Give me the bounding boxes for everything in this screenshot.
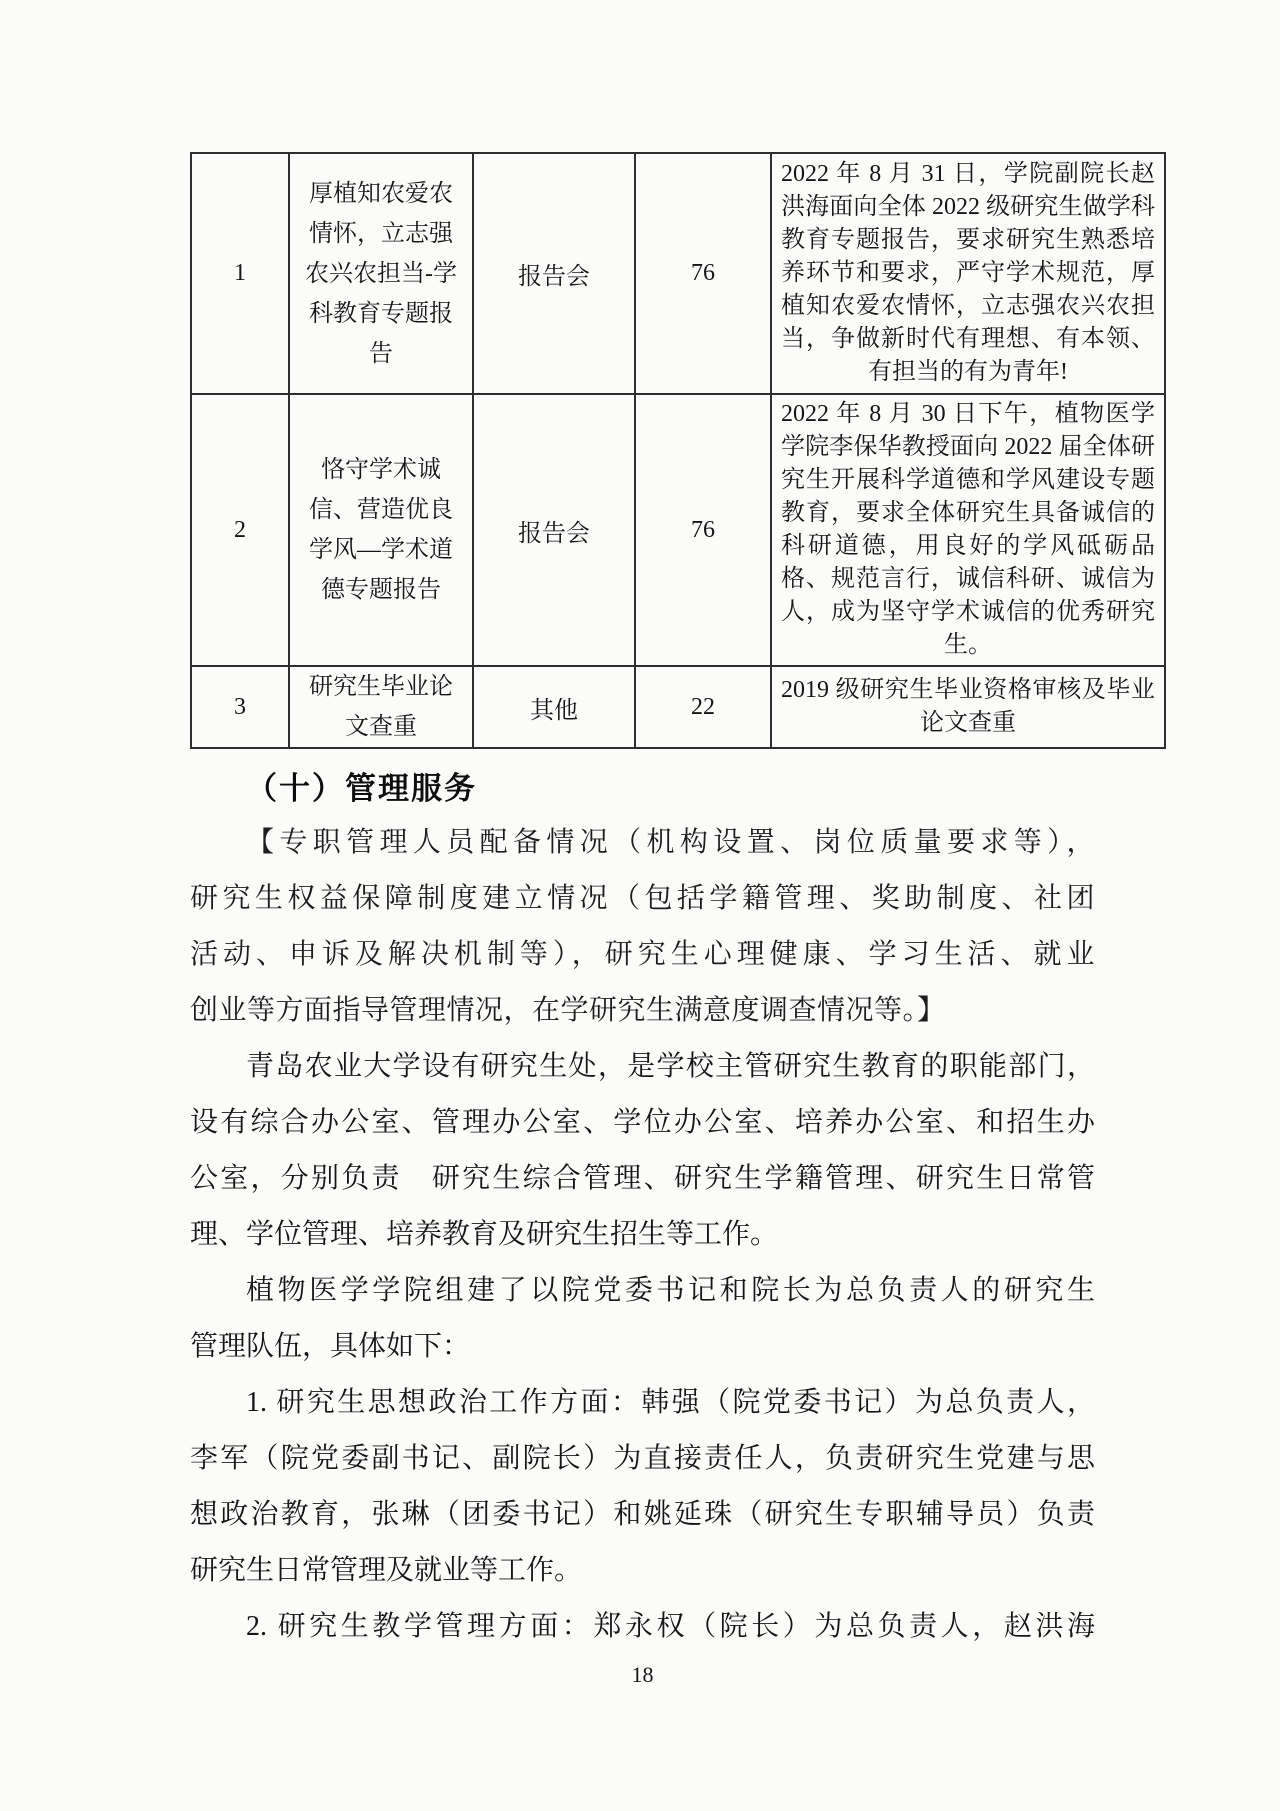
body-line: 青岛农业大学设有研究生处，是学校主管研究生教育的职能部门， [246, 1051, 1095, 1082]
body-line: 2. 研究生教学管理方面：郑永权（院长）为总负责人，赵洪海 [246, 1611, 1095, 1642]
body-line: 想政治教育，张琳（团委书记）和姚延珠（研究生专职辅导员）负责 [190, 1499, 1095, 1530]
body-line: 设有综合办公室、管理办公室、学位办公室、培养办公室、和招生办 [190, 1107, 1095, 1138]
body-line: 研究生权益保障制度建立情况（包括学籍管理、奖助制度、社团 [190, 883, 1095, 914]
body-line: 1. 研究生思想政治工作方面：韩强（院党委书记）为总负责人， [246, 1387, 1095, 1418]
cell-type: 报告会 [473, 153, 635, 394]
body-line: 公室，分别负责 研究生综合管理、研究生学籍管理、研究生日常管 [190, 1163, 1095, 1194]
body-line: 活动、申诉及解决机制等），研究生心理健康、学习生活、就业 [190, 939, 1095, 970]
table-row [191, 153, 1165, 394]
body-line: 理、学位管理、培养教育及研究生招生等工作。 [190, 1219, 779, 1250]
cell-count: 22 [635, 666, 771, 748]
table-row [191, 394, 1165, 666]
activity-table [190, 152, 1166, 749]
body-line: 李军（院党委副书记、副院长）为直接责任人，负责研究生党建与思 [190, 1443, 1095, 1474]
cell-count: 76 [635, 394, 771, 666]
cell-count: 76 [635, 153, 771, 394]
section-heading: （十）管理服务 [246, 771, 477, 806]
body-line: 创业等方面指导管理情况，在学研究生满意度调查情况等。】 [190, 995, 946, 1026]
paragraph [190, 1039, 1095, 1263]
cell-detail: 2022 年 8 月 30 日下午，植物医学学院李保华教授面向 2022 届全体研究生开展科学道德和学风建设专题教育，要求全体研究生具备诚信的科研道德，用良好的学风砥砺品格、规范言行，诚信科研、诚信为人，成为坚守学术诚信的优秀研究生。 [771, 394, 1165, 666]
cell-no: 2 [191, 394, 289, 666]
body-line: 研究生日常管理及就业等工作。 [190, 1555, 583, 1586]
body-line: 管理队伍，具体如下： [190, 1331, 471, 1362]
paragraph [190, 1263, 1095, 1375]
cell-no: 3 [191, 666, 289, 748]
cell-type: 其他 [473, 666, 635, 748]
body-line: 【专职管理人员配备情况（机构设置、岗位质量要求等）， [246, 827, 1095, 858]
page-number: 18 [631, 1662, 654, 1687]
table-row [191, 666, 1165, 748]
paragraph [190, 815, 1095, 1039]
cell-no: 1 [191, 153, 289, 394]
body-line: 植物医学学院组建了以院党委书记和院长为总负责人的研究生 [246, 1275, 1095, 1306]
cell-detail: 2022 年 8 月 31 日，学院副院长赵洪海面向全体 2022 级研究生做学科教育专题报告，要求研究生熟悉培养环节和要求，严守学术规范，厚植知农爱农情怀，立志强农兴农担当，争做新时代有理想、有本领、有担当的有为青年! [771, 153, 1165, 394]
cell-type: 报告会 [473, 394, 635, 666]
activity-table-body [191, 153, 1165, 748]
paragraph [190, 1375, 1095, 1599]
cell-title: 恪守学术诚信、营造优良学风—学术道德专题报告 [289, 394, 473, 666]
cell-title: 厚植知农爱农情怀，立志强农兴农担当-学科教育专题报告 [289, 153, 473, 394]
cell-detail: 2019 级研究生毕业资格审核及毕业论文查重 [771, 666, 1165, 748]
cell-title: 研究生毕业论文查重 [289, 666, 473, 748]
paragraph [190, 1599, 1095, 1655]
body-text [190, 815, 1095, 1655]
